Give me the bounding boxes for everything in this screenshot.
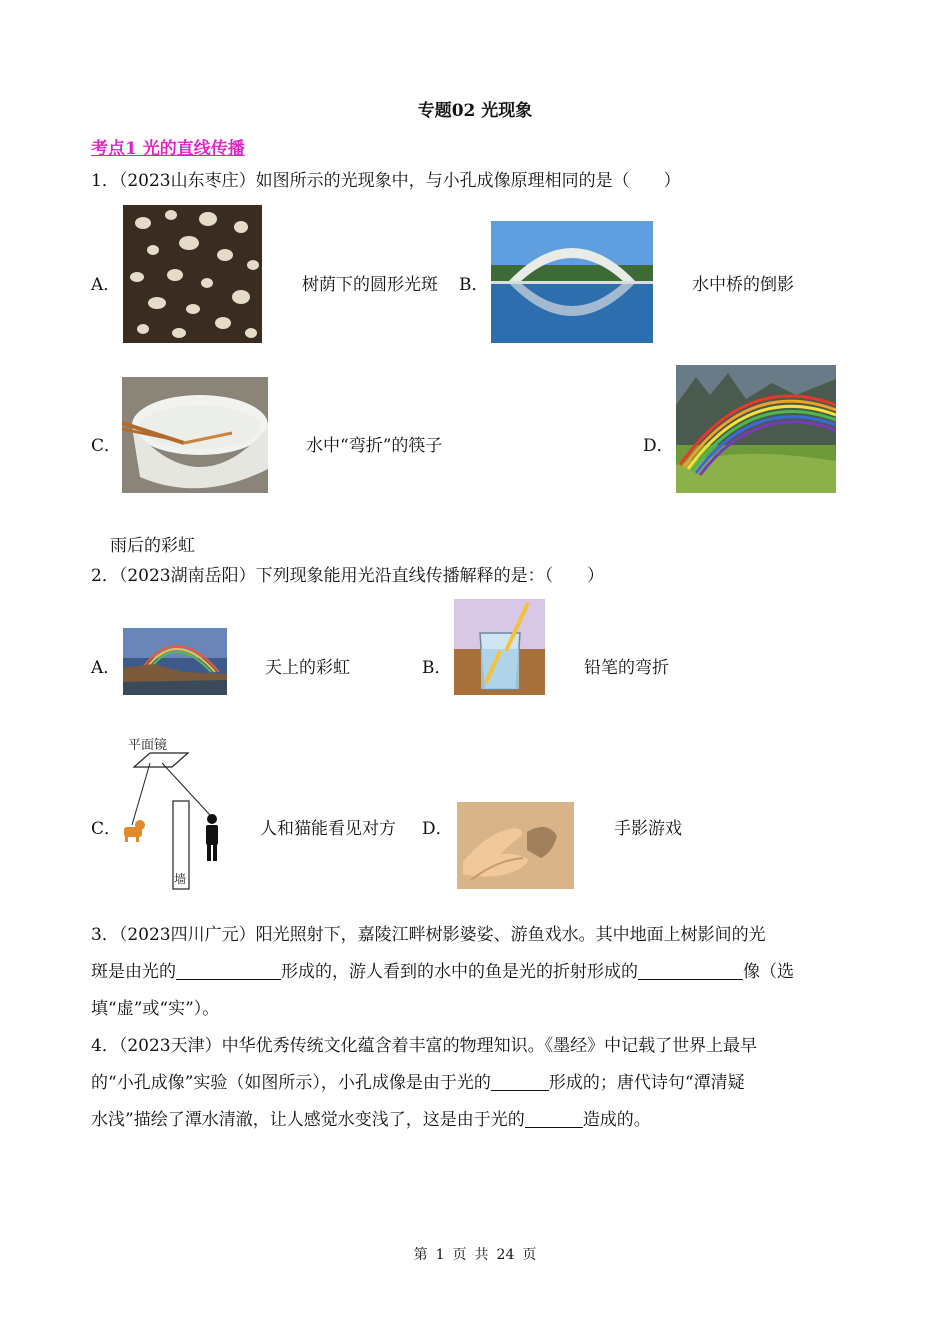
question-3-line-2: 斑是由光的 形成的，游人看到的水中的鱼是光的折射形成的 像（选 [91,962,794,982]
page-footer: 第 1 页 共 24 页 [413,1247,537,1263]
answer-blank-1[interactable] [176,962,281,980]
q2-option-c-text: 人和猫能看见对方 [260,819,396,839]
sky-rainbow-photo [123,628,227,695]
total-pages: 24 [496,1247,515,1263]
question-3-line-1: 3．（2023四川广元）阳光照射下，嘉陵江畔树影婆娑、游鱼戏水。其中地面上树影间的光 [91,925,766,945]
person-icon [206,814,218,861]
answer-blank-2[interactable] [638,962,743,980]
answer-blank-4[interactable] [525,1110,583,1128]
q1-option-a-label: A． [91,275,121,295]
section-heading: 考点1 光的直线传播 [91,139,245,159]
question-4-line-1: 4．（2023天津）中华优秀传统文化蕴含着丰富的物理知识。《墨经》中记载了世界上最早 [91,1036,758,1056]
q2-option-b-text: 铅笔的弯折 [584,658,669,678]
chopsticks-bowl-photo [122,377,268,493]
question-4-line-2: 的“小孔成像”实验（如图所示），小孔成像是由于光的 形成的；唐代诗句“潭清疑 [91,1073,745,1093]
q1-option-b-label: B． [459,275,489,295]
q2-option-d-label: D． [422,819,453,839]
q2-option-c-label: C． [91,819,122,839]
question-2-stem: 2．（2023湖南岳阳）下列现象能用光沿直线传播解释的是：（ ） [91,566,605,586]
question-1-stem: 1．（2023山东枣庄）如图所示的光现象中，与小孔成像原理相同的是（ ） [91,171,681,191]
q1-option-a-text: 树荫下的圆形光斑 [302,275,438,295]
q2-option-a-text: 天上的彩虹 [265,658,350,678]
wall-label: 墙 [174,872,187,886]
hand-shadow-photo [457,802,574,889]
question-3-line-3: 填“虚”或“实”）。 [91,999,220,1019]
pencil-in-glass-photo [454,599,545,695]
answer-blank-3[interactable] [491,1073,549,1091]
question-4-line-3: 水浅”描绘了潭水清澈，让人感觉水变浅了，这是由于光的 造成的。 [91,1110,651,1130]
light-spots-photo [123,205,262,343]
question-4 [91,1028,861,1139]
page-title: 专题02 光现象 [417,101,533,121]
q1-option-c-text: 水中“弯折”的筷子 [306,436,443,456]
mirror-label: 平面镜 [128,738,168,753]
q2-option-d-text: 手影游戏 [614,819,682,839]
q2-option-a-label: A． [91,658,121,678]
q2-option-b-label: B． [422,658,452,678]
q1-option-b-text: 水中桥的倒影 [692,275,794,295]
current-page: 1 [435,1247,445,1263]
bridge-reflection-photo [491,221,653,343]
mirror-wall-diagram [118,733,228,893]
q1-option-d-text: 雨后的彩虹 [110,536,195,556]
question-3 [91,917,861,1028]
rainbow-mountain-photo [676,365,836,493]
cat-icon [124,820,145,842]
q1-option-c-label: C． [91,436,122,456]
q1-option-d-label: D． [643,436,674,456]
